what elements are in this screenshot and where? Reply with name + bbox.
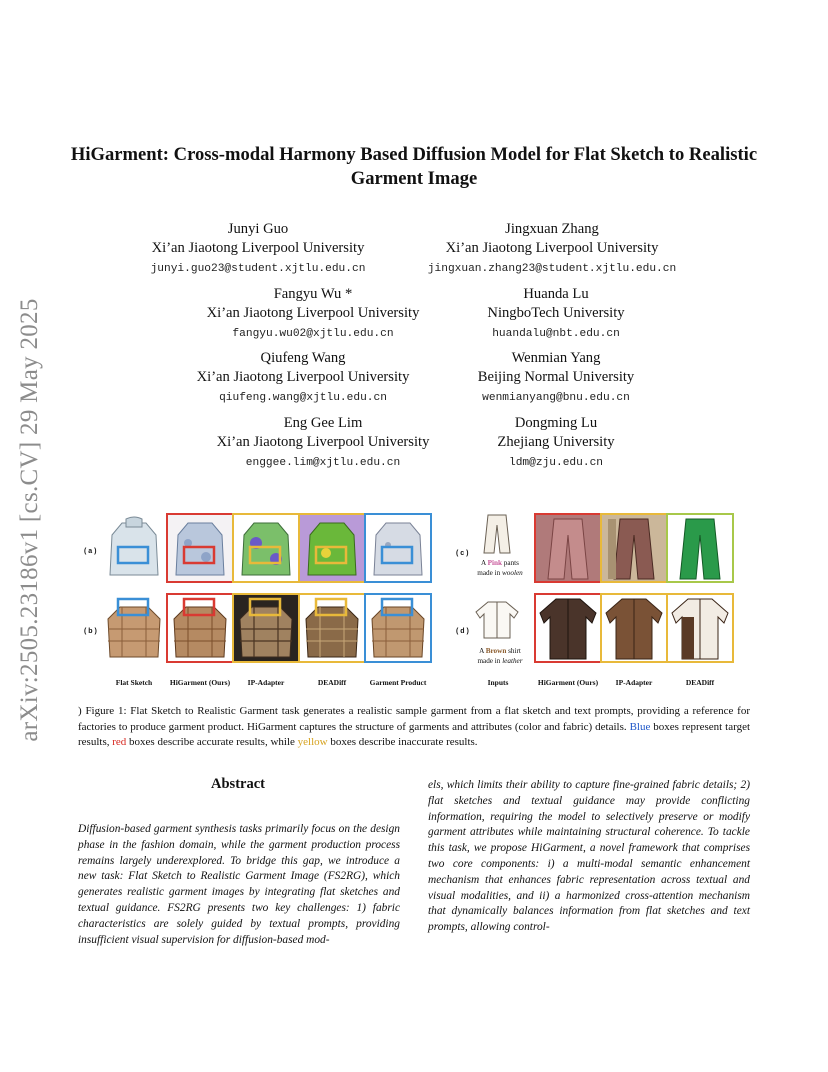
author-affiliation: Xi’an Jiaotong Liverpool University xyxy=(206,305,420,321)
author-name: Huanda Lu xyxy=(523,286,589,302)
label-ip-adapter: IP-Adapter xyxy=(247,678,285,687)
author-affiliation: Xi’an Jiaotong Liverpool University xyxy=(445,240,659,256)
author-affiliation: Beijing Normal University xyxy=(477,369,635,385)
arxiv-stamp-text: arXiv:2505.23186v1 [cs.CV] 29 May 2025 xyxy=(16,298,43,742)
flat-sketch-jacket-image xyxy=(100,513,168,583)
author-email[interactable]: jingxuan.zhang23@student.xjtlu.edu.cn xyxy=(427,263,677,275)
author-affiliation: Xi’an Jiaotong Liverpool University xyxy=(196,369,410,385)
ip-adapter-plaid-jacket-image xyxy=(232,593,300,663)
garment-product-plaid-jacket-image xyxy=(364,593,432,663)
author-email[interactable]: enggee.lim@xjtlu.edu.cn xyxy=(245,457,401,469)
author-name: Qiufeng Wang xyxy=(260,350,346,366)
deadiff-jacket-image xyxy=(298,513,366,583)
prompt-pants: A Pink pants made in woolen xyxy=(477,559,523,577)
author-name: Jingxuan Zhang xyxy=(505,221,599,237)
label-higarment: HiGarment (Ours) xyxy=(169,678,231,687)
ip-adapter-shirt-image xyxy=(600,593,668,663)
author-block xyxy=(406,414,706,474)
author-name: Wenmian Yang xyxy=(511,350,601,366)
label-deadiff-right: DEADiff xyxy=(685,678,715,687)
deadiff-pants-image xyxy=(666,513,734,583)
author-block xyxy=(402,220,702,280)
caption-blue-word: Blue xyxy=(629,720,651,733)
label-higarment-right: HiGarment (Ours) xyxy=(537,678,599,687)
author-email[interactable]: wenmianyang@bnu.edu.cn xyxy=(482,392,630,404)
prompt-shirt: A Brown shirt made in leather xyxy=(477,647,523,665)
author-affiliation: Xi’an Jiaotong Liverpool University xyxy=(216,434,430,450)
ip-adapter-jacket-image xyxy=(232,513,300,583)
flat-sketch-shirt-image xyxy=(472,598,522,640)
flat-sketch-plaid-jacket-image xyxy=(100,593,168,663)
author-block xyxy=(108,220,408,280)
higarment-plaid-jacket-image xyxy=(166,593,234,663)
higarment-shirt-image xyxy=(534,593,602,663)
deadiff-shirt-image xyxy=(666,593,734,663)
paper-title: HiGarment: Cross-modal Harmony Based Diffusion Model for Flat Sketch to Realistic Garment Image xyxy=(70,144,758,189)
label-garment-product: Garment Product xyxy=(369,678,427,687)
author-email[interactable]: qiufeng.wang@xjtlu.edu.cn xyxy=(219,392,387,404)
label-deadiff: DEADiff xyxy=(317,678,347,687)
label-inputs: Inputs xyxy=(487,678,509,687)
panel-label-d: ( d ) xyxy=(456,628,469,635)
author-name: Fangyu Wu * xyxy=(273,286,353,302)
label-flat-sketch: Flat Sketch xyxy=(115,678,153,687)
figure-1 xyxy=(78,508,746,692)
author-email[interactable]: ldm@zju.edu.cn xyxy=(509,457,603,469)
higarment-pants-image xyxy=(534,513,602,583)
panel-label-b: ( b ) xyxy=(84,628,97,635)
author-name: Dongming Lu xyxy=(514,415,598,431)
caption-yellow-word: yellow xyxy=(297,736,328,748)
author-email[interactable]: fangyu.wu02@xjtlu.edu.cn xyxy=(232,328,394,340)
panel-label-a: ( a ) xyxy=(84,548,97,555)
panel-label-c: ( c ) xyxy=(456,550,469,557)
ip-adapter-pants-image xyxy=(600,513,668,583)
label-ip-adapter-right: IP-Adapter xyxy=(615,678,653,687)
abstract-heading: Abstract xyxy=(211,776,265,792)
caption-red-word: red xyxy=(112,736,127,748)
higarment-jacket-image xyxy=(166,513,234,583)
figure-caption: ) Figure 1: Flat Sketch to Realistic Garment task generates a realistic sample garment from a flat sketch and text prompts, providing a reference for factories to produce garment product. HiGarment captures the structure of garments and attributes (color and fabric) details. Blue boxes represent target results, red boxes describe accurate results, while yellow boxes describe inaccurate results. xyxy=(78,705,751,748)
garment-product-jacket-image xyxy=(364,513,432,583)
abstract-right-column: els, which limits their ability to capture fine-grained fabric details; 2) flat sketches and textual guidance may provide conflicting information, requiring the model to selectively preserve or modify garment attributes while maintaining structural coherence. To tackle this task, we propose HiGarment, a novel framework that comprises two core components: i) a multi-modal semantic enhancement mechanism that enhances fabric representation across textual and visual modalities, and ii) a harmonized cross-attention mechanism that dynamically balances information from flat sketches and text prompts, allowing control- xyxy=(428,779,750,934)
author-name: Junyi Guo xyxy=(227,221,289,237)
arxiv-stamp xyxy=(10,280,50,760)
deadiff-plaid-jacket-image xyxy=(298,593,366,663)
author-affiliation: Xi’an Jiaotong Liverpool University xyxy=(151,240,365,256)
author-affiliation: Zhejiang University xyxy=(497,434,615,450)
author-email[interactable]: junyi.guo23@student.xjtlu.edu.cn xyxy=(150,263,366,275)
abstract-left-column: Diffusion-based garment synthesis tasks primarily focus on the design phase in the fashion domain, while the garment production process remains largely underexplored. To bridge this gap, we introduce a new task: Flat Sketch to Realistic Garment Image (FS2RG), which generates realistic garment images by integrating flat sketches and textual guidance. FS2RG presents two key challenges: 1) fabric characteristics are solely guided by textual prompts, providing insufficient visual supervision for diffusion-based mod- xyxy=(78,823,400,946)
author-affiliation: NingboTech University xyxy=(487,305,625,321)
author-block xyxy=(406,349,706,409)
author-block xyxy=(406,285,706,345)
author-name: Eng Gee Lim xyxy=(283,415,363,431)
flat-sketch-pants-image xyxy=(472,513,522,555)
author-email[interactable]: huandalu@nbt.edu.cn xyxy=(492,328,620,340)
